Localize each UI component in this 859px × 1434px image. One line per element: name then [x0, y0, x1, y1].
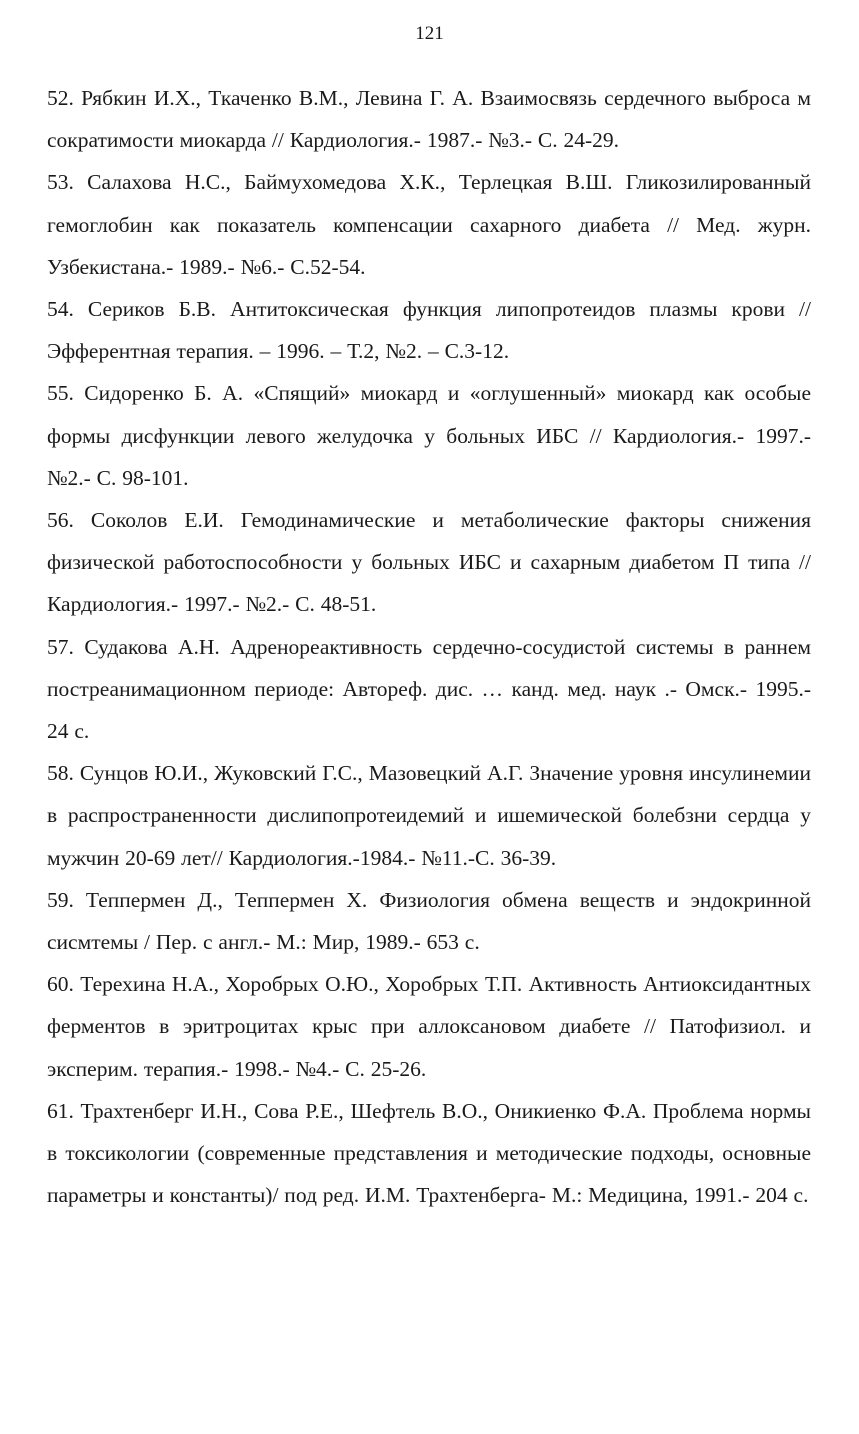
reference-item-60: 60. Терехина Н.А., Хоробрых О.Ю., Хоробрых Т.П. Активность Антиоксидантных ферментов в эритроцитах крыс при аллоксановом диабете // Патофизиол. и эксперим. терапия.- 1998.- №4.- С. 25-26.	[47, 972, 811, 1081]
reference-item-53: 53. Салахова Н.С., Баймухомедова Х.К., Терлецкая В.Ш. Гликозилированный гемоглобин как показатель компенсации сахарного диабета // Мед. журн. Узбекистана.- 1989.- №6.- С.52-54.	[47, 170, 811, 279]
reference-item-57: 57. Судакова А.Н. Адренореактивность сердечно-сосудистой системы в раннем постреанимационном периоде: Автореф. дис. … канд. мед. наук .- Омск.- 1995.- 24 с.	[47, 634, 811, 744]
reference-item-52: 52. Рябкин И.Х., Ткаченко В.М., Левина Г. А. Взаимосвязь сердечного выброса м сократимости миокарда // Кардиология.- 1987.- №3.- С. 24-29.	[47, 86, 811, 153]
reference-item-55: 55. Сидоренко Б. А. «Спящий» миокард и «оглушенный» миокард как особые формы дисфункции левого желудочка у больных ИБС // Кардиология.- 1997.- №2.- С. 98-101.	[47, 381, 811, 490]
reference-item-59: 59. Теппермен Д., Теппермен Х. Физиология обмена веществ и эндокринной сисмтемы / Пер. с англ.- М.: Мир, 1989.- 653 с.	[47, 887, 811, 955]
reference-item-54: 54. Сериков Б.В. Антитоксическая функция липопротеидов плазмы крови // Эфферентная терапия. – 1996. – Т.2, №2. – С.3-12.	[47, 297, 811, 364]
reference-list	[47, 77, 811, 1216]
page-number: 121	[415, 23, 444, 44]
reference-item-56: 56. Соколов Е.И. Гемодинамические и метаболические факторы снижения физической работоспособности у больных ИБС и сахарным диабетом П типа // Кардиология.- 1997.- №2.- С. 48-51.	[47, 508, 811, 617]
reference-item-58: 58. Сунцов Ю.И., Жуковский Г.С., Мазовецкий А.Г. Значение уровня инсулинемии в распространенности дислипопротеидемий и ишемической болебзни сердца у мужчин 20-69 лет// Кардиология.-1984.- №11.-С. 36-39.	[47, 761, 811, 870]
reference-item-61: 61. Трахтенберг И.Н., Сова Р.Е., Шефтель В.О., Оникиенко Ф.А. Проблема нормы в токсикологии (современные представления и методические подходы, основные параметры и константы)/ под ред. И.М. Трахтенберга- М.: Медицина, 1991.- 204 с.	[47, 1098, 811, 1208]
